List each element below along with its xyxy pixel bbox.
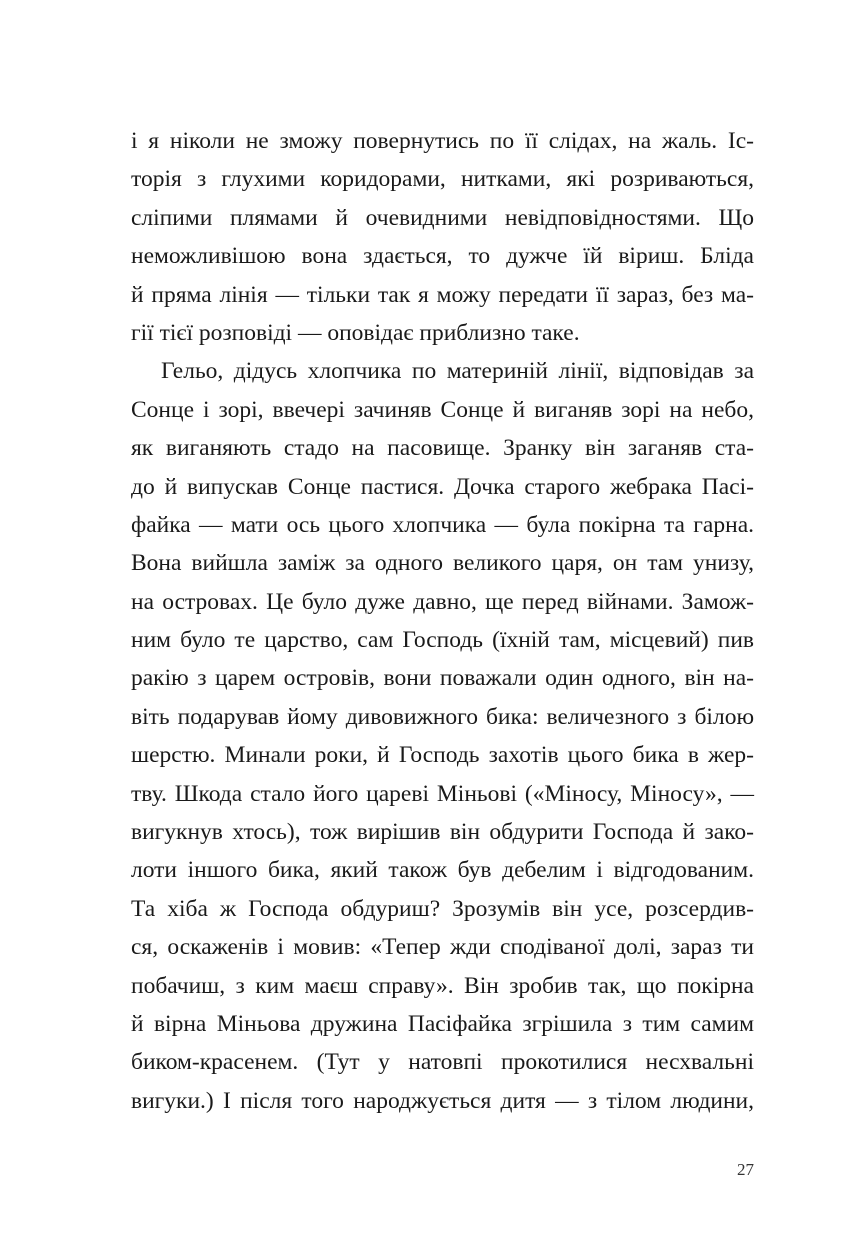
text-line: Сонце і зорі, ввечері зачиняв Сонце й виганяв зорі на небо,: [131, 396, 754, 423]
text-line: вигукнув хтось), тож вирішив він обдурити Господа й зако-: [131, 819, 754, 846]
text-line: лоти іншого бика, який також був дебелим і відгодованим.: [131, 857, 754, 884]
text-line: биком-красенем. (Тут у натовпі прокотилися несхвальні: [131, 1049, 754, 1076]
text-line: Вона вийшла заміж за одного великого царя, он там унизу,: [131, 550, 754, 577]
text-line: торія з глухими коридорами, нитками, які розриваються,: [131, 166, 754, 193]
body-text: [131, 122, 754, 1120]
text-line: файка — мати ось цього хлопчика — була покірна та гарна.: [131, 511, 754, 538]
text-line: й вірна Міньова дружина Пасіфайка згрішила з тим самим: [131, 1010, 754, 1037]
text-line: сліпими плямами й очевидними невідповідностями. Що: [131, 204, 754, 231]
text-line: як виганяють стадо на пасовище. Зранку він заганяв ста-: [131, 435, 754, 462]
text-line: ся, оскаженів і мовив: «Тепер жди сподіваної долі, зараз ти: [131, 934, 754, 961]
text-line: вигуки.) І після того народжується дитя — з тілом людини,: [131, 1087, 754, 1114]
text-line: віть подарував йому дивовижного бика: величезного з білою: [131, 703, 754, 730]
text-line: ним було те царство, сам Господь (їхній там, місцевий) пив: [131, 627, 754, 654]
text-line: до й випускав Сонце пастися. Дочка старого жебрака Пасі-: [131, 473, 754, 500]
text-line: і я ніколи не зможу повернутись по її слідах, на жаль. Іс-: [131, 128, 754, 154]
text-line: неможливішою вона здається, то дужче їй віриш. Бліда: [131, 243, 754, 270]
text-line: й пряма лінія — тільки так я можу передати її зараз, без ма-: [131, 281, 754, 308]
text-line: Та хіба ж Господа обдуриш? Зрозумів він усе, розсердив-: [131, 895, 754, 922]
text-line: гії тієї розповіді — оповідає приблизно таке.: [131, 319, 580, 346]
text-line: на островах. Це було дуже давно, ще перед війнами. Замож-: [131, 588, 754, 615]
text-line: шерстю. Минали роки, й Господь захотів цього бика в жер-: [131, 742, 754, 769]
text-line: Гельо, дідусь хлопчика по материній лінії, відповідав за: [161, 358, 754, 385]
text-line: ракію з царем островів, вони поважали один одного, він на-: [131, 665, 754, 692]
text-line: тву. Шкода стало його цареві Міньові («Міносу, Міносу», —: [131, 780, 754, 807]
page-number: 27: [737, 1160, 754, 1179]
text-line: побачиш, з ким маєш справу». Він зробив так, що покірна: [131, 972, 754, 999]
